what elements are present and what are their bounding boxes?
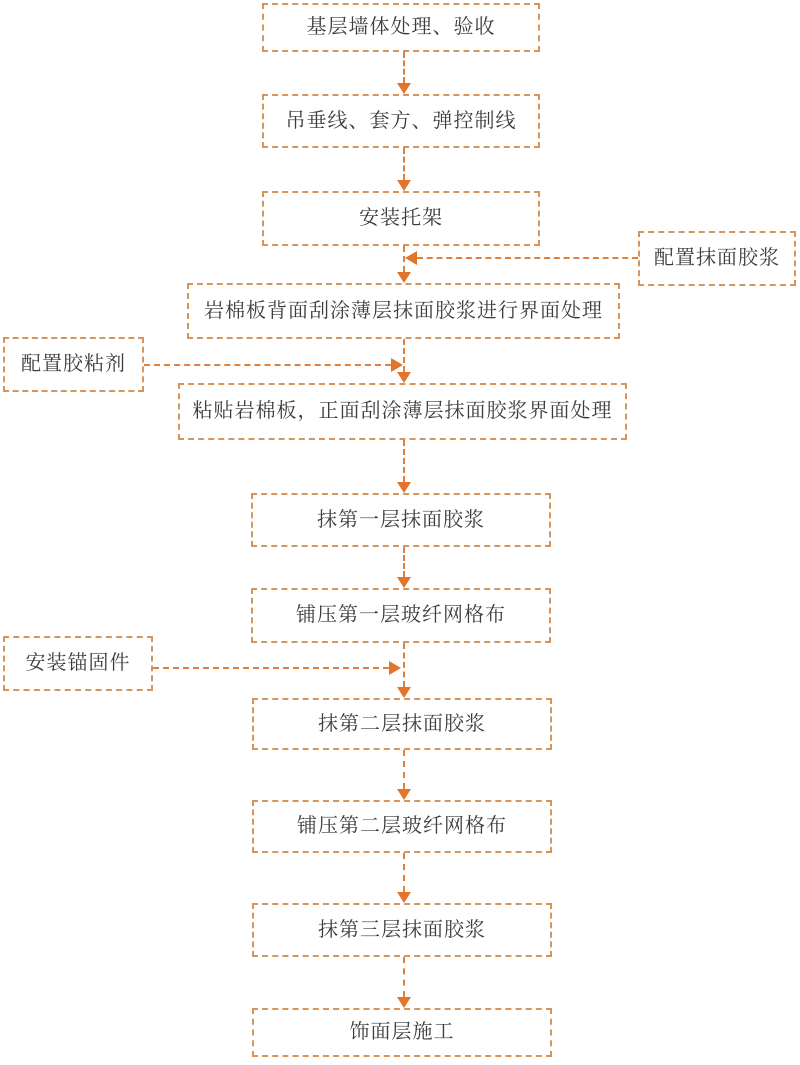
- connector-vline-7: [403, 643, 405, 687]
- step-install-bracket: 安装托架: [262, 191, 540, 246]
- step-base-wall-treatment: 基层墙体处理、验收: [262, 3, 540, 52]
- arrow-left-icon: [405, 251, 417, 265]
- step-finish-layer: 饰面层施工: [252, 1008, 552, 1057]
- side-note-prepare-adhesive: 配置胶粘剂: [3, 337, 144, 392]
- connector-hline-adhesive: [144, 364, 391, 366]
- connector-hline-anchors: [153, 667, 389, 669]
- connector-vline-4: [403, 339, 405, 372]
- connector-vline-5: [403, 440, 405, 482]
- arrow-right-icon: [389, 661, 401, 675]
- arrow-down-icon: [397, 83, 411, 94]
- connector-hline-plaster-mortar: [417, 257, 638, 259]
- arrow-down-icon: [397, 482, 411, 493]
- side-note-prepare-plaster-mortar: 配置抹面胶浆: [638, 231, 796, 286]
- step-paste-rockwool-board: 粘贴岩棉板，正面刮涂薄层抹面胶浆界面处理: [178, 383, 627, 440]
- connector-vline-8: [403, 750, 405, 789]
- connector-vline-6: [403, 547, 405, 577]
- arrow-down-icon: [397, 577, 411, 588]
- side-note-install-anchors: 安装锚固件: [3, 636, 153, 691]
- step-backside-interface-treatment: 岩棉板背面刮涂薄层抹面胶浆进行界面处理: [187, 283, 620, 339]
- connector-vline-1: [403, 52, 405, 83]
- step-third-mortar-coat: 抹第三层抹面胶浆: [252, 903, 552, 957]
- connector-vline-9: [403, 853, 405, 892]
- step-second-mortar-coat: 抹第二层抹面胶浆: [252, 698, 552, 750]
- arrow-down-icon: [397, 997, 411, 1008]
- step-second-mesh-layer: 铺压第二层玻纤网格布: [252, 800, 552, 853]
- connector-vline-10: [403, 957, 405, 997]
- arrow-down-icon: [397, 789, 411, 800]
- arrow-down-icon: [397, 272, 411, 283]
- arrow-right-icon: [391, 358, 403, 372]
- step-first-mesh-layer: 铺压第一层玻纤网格布: [251, 588, 551, 643]
- arrow-down-icon: [397, 372, 411, 383]
- connector-vline-2: [403, 148, 405, 180]
- step-first-mortar-coat: 抹第一层抹面胶浆: [251, 493, 551, 547]
- arrow-down-icon: [397, 180, 411, 191]
- step-plumb-square-control-lines: 吊垂线、套方、弹控制线: [262, 94, 540, 148]
- arrow-down-icon: [397, 687, 411, 698]
- arrow-down-icon: [397, 892, 411, 903]
